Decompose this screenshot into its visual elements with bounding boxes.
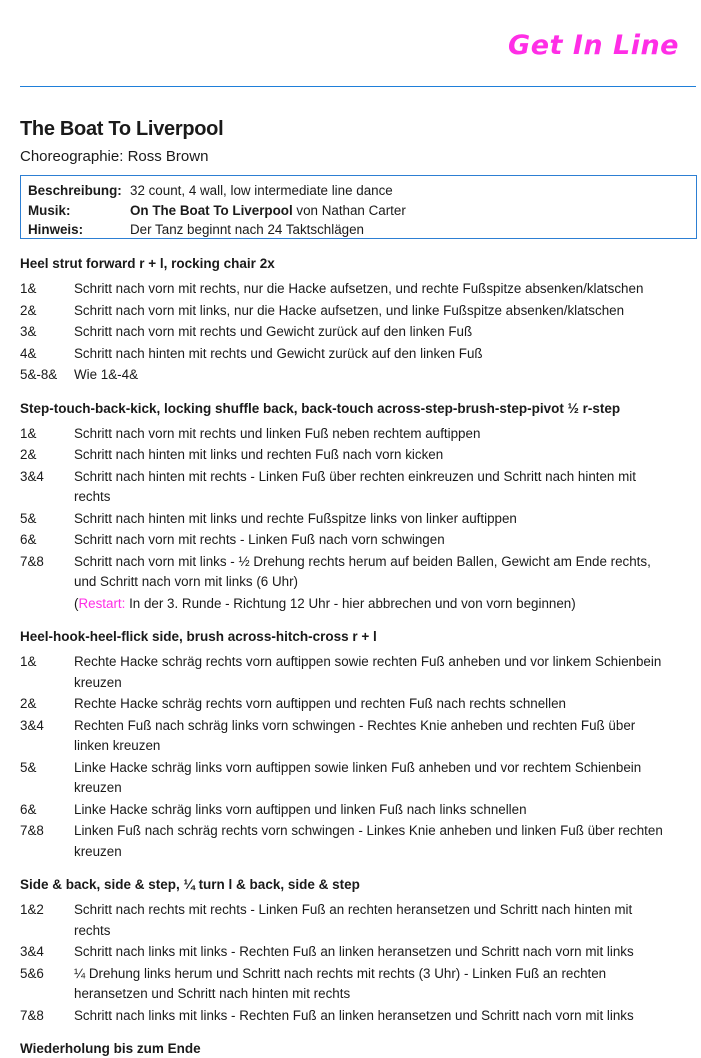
restart-open-paren: ( (74, 595, 79, 611)
description-label: Beschreibung: (28, 183, 122, 198)
step-count: 1& (20, 654, 37, 669)
step-count: 4& (20, 345, 37, 361)
step-section (20, 255, 670, 386)
step-row (20, 821, 670, 862)
section-title: Heel-hook-heel-flick side, brush across-hitch-cross r + l (20, 629, 377, 644)
step-count: 1& (20, 425, 37, 441)
step-count: 5&-8& (20, 367, 58, 382)
step-count: 5&6 (20, 965, 44, 981)
step-row (20, 900, 670, 941)
step-row (20, 509, 670, 530)
step-row (20, 758, 670, 799)
step-count: 3&4 (20, 717, 44, 733)
step-row (20, 467, 670, 508)
step-description: Rechte Hacke schräg rechts vorn auftippen sowie rechten Fuß anheben und vor linkem Schienbein kreuzen (74, 654, 662, 690)
step-description: Wie 1&-4& (74, 367, 138, 382)
step-count: 2& (20, 302, 37, 318)
step-row (20, 800, 670, 821)
step-description: Schritt nach vorn mit rechts, nur die Hacke aufsetzen, und rechte Fußspitze absenken/klatschen (74, 281, 644, 296)
step-description: Schritt nach vorn mit links - ½ Drehung rechts herum auf beiden Ballen, Gewicht am Ende rechts, und Schritt nach vorn mit links (6 Uhr) (74, 553, 651, 589)
note-label: Hinweis: (28, 222, 84, 237)
step-count: 7&8 (20, 553, 44, 569)
step-row (20, 301, 670, 322)
music-row (28, 201, 696, 221)
step-count: 6& (20, 801, 37, 817)
step-row (20, 445, 670, 466)
repeat-note: Wiederholung bis zum Ende (20, 1041, 201, 1056)
step-row (20, 1006, 670, 1027)
step-row (20, 964, 670, 1005)
section-title: Step-touch-back-kick, locking shuffle back, back-touch across-step-brush-step-pivot ½ r-step (20, 400, 621, 416)
step-count: 5& (20, 510, 37, 526)
step-description: Schritt nach links mit links - Rechten Fuß an linken heransetzen und Schritt nach vorn mit links (74, 944, 634, 959)
restart-label: Restart: (78, 595, 126, 611)
step-count: 7&8 (20, 823, 44, 838)
step-section (20, 876, 670, 1026)
step-description: Linke Hacke schräg links vorn auftippen und linken Fuß nach links schnellen (74, 801, 527, 817)
step-description: Schritt nach vorn mit links, nur die Hacke aufsetzen, und linke Fußspitze absenken/klatschen (74, 302, 625, 318)
step-row (20, 652, 670, 693)
note-row (28, 220, 696, 240)
brand-logo: Get In Line (508, 30, 679, 61)
step-description: Schritt nach hinten mit rechts - Linken Fuß über rechten einkreuzen und Schritt nach hinten mit rechts (74, 468, 636, 504)
info-box (20, 175, 697, 239)
step-row (20, 322, 670, 343)
restart-note (20, 594, 670, 615)
step-count: 6& (20, 532, 37, 547)
step-sections (20, 255, 670, 1058)
step-description: Schritt nach vorn mit rechts und Gewicht zurück auf den linken Fuß (74, 324, 473, 339)
restart-indent (20, 594, 74, 615)
music-title: On The Boat To Liverpool (130, 202, 293, 218)
step-description: Schritt nach hinten mit links und rechte Fußspitze links von linker auftippen (74, 510, 517, 526)
step-section (20, 400, 670, 615)
step-description: Schritt nach vorn mit rechts und linken Fuß neben rechtem auftippen (74, 425, 481, 441)
step-count: 3&4 (20, 468, 44, 484)
step-count: 1& (20, 281, 37, 296)
step-description: Schritt nach links mit links - Rechten Fuß an linken heransetzen und Schritt nach vorn mit links (74, 1007, 634, 1023)
step-count: 2& (20, 447, 37, 462)
step-description: Schritt nach rechts mit rechts - Linken Fuß an rechten heransetzen und Schritt nach hinten mit rechts (74, 902, 633, 938)
step-description: Rechten Fuß nach schräg links vorn schwingen - Rechtes Knie anheben und rechten Fuß über linken kreuzen (74, 717, 636, 753)
music-value (130, 201, 406, 221)
dance-title: The Boat To Liverpool (20, 118, 224, 140)
step-description: Schritt nach hinten mit links und rechten Fuß nach vorn kicken (74, 447, 444, 462)
step-row (20, 424, 670, 445)
step-description: Schritt nach vorn mit rechts - Linken Fuß nach vorn schwingen (74, 532, 445, 547)
step-count: 2& (20, 696, 37, 711)
section-title: Heel strut forward r + l, rocking chair 2x (20, 256, 275, 271)
description-row (28, 181, 696, 201)
note-value: Der Tanz beginnt nach 24 Taktschlägen (130, 222, 365, 237)
step-count: 1&2 (20, 902, 44, 917)
step-count: 7&8 (20, 1007, 44, 1023)
step-description: Rechte Hacke schräg rechts vorn auftippen und rechten Fuß nach rechts schnellen (74, 696, 567, 711)
step-row (20, 942, 670, 963)
section-title: Side & back, side & step, ¼ turn l & back, side & step (20, 877, 360, 892)
step-description: Linken Fuß nach schräg rechts vorn schwingen - Linkes Knie anheben und linken Fuß über rechten kreuzen (74, 823, 663, 859)
step-row (20, 694, 670, 715)
step-description: Schritt nach hinten mit rechts und Gewicht zurück auf den linken Fuß (74, 345, 483, 361)
step-row (20, 365, 670, 386)
step-count: 3& (20, 324, 37, 339)
step-count: 3&4 (20, 944, 44, 959)
step-row (20, 552, 670, 593)
music-label: Musik: (28, 202, 71, 218)
restart-instruction: In der 3. Runde - Richtung 12 Uhr - hier abbrechen und von vorn beginnen) (125, 595, 576, 611)
description-value: 32 count, 4 wall, low intermediate line dance (130, 183, 393, 198)
step-row (20, 344, 670, 365)
header-divider (20, 86, 696, 87)
restart-text (74, 594, 670, 615)
step-count: 5& (20, 759, 37, 775)
step-row (20, 530, 670, 551)
step-row (20, 279, 670, 300)
step-section (20, 628, 670, 862)
choreographer: Choreographie: Ross Brown (20, 148, 209, 165)
step-description: ¼ Drehung links herum und Schritt nach rechts mit rechts (3 Uhr) - Linken Fuß an rechten heransetzen und Schritt nach hinten mit rechts (74, 965, 607, 1001)
step-row (20, 716, 670, 757)
music-artist: von Nathan Carter (292, 202, 406, 218)
step-description: Linke Hacke schräg links vorn auftippen sowie linken Fuß anheben und vor rechtem Schienbein kreuzen (74, 759, 642, 795)
